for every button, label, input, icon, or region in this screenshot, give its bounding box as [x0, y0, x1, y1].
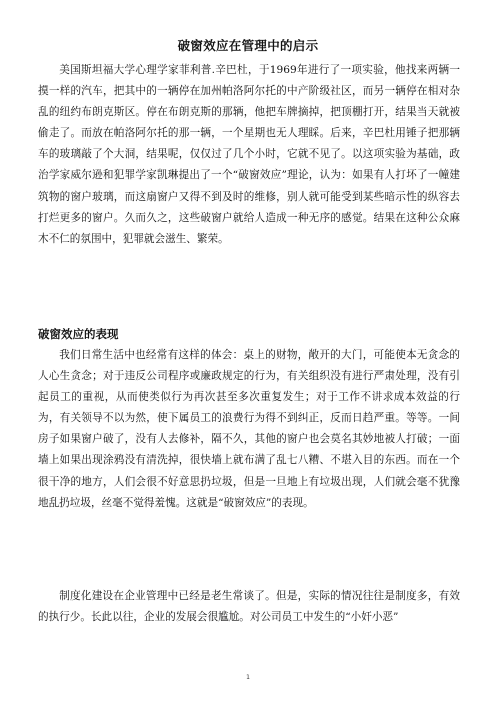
section-heading: 破窗效应的表现: [38, 327, 119, 341]
page-number: 1: [246, 674, 250, 681]
document-title: 破窗效应在管理中的启示: [177, 38, 319, 53]
section-paragraph-1: 我们日常生活中也经常有这样的体会：桌上的财物，敞开的大门，可能使本无贪念的人心生贪念；对于违反公司程序或廉政规定的行为，有关组织没有进行严肃处理，没有引起员工的重视，从而使类似行为再次甚至多次重复发生；对于工作不讲求成本效益的行为，有关领导不以为然，使下属员工的浪费行为得不到纠正，反而日趋严重。等等。一间房子如果窗户破了，没有人去修补，隔不久，其他的窗户也会莫名其妙地被人打破；一面墙上如果出现涂鸦没有清洗掉，很快墙上就布满了乱七八糟、不堪入目的东西。而在一个很干净的地方，人们会很不好意思扔垃圾，但是一旦地上有垃圾出现，人们就会毫不犹豫地乱扔垃圾，丝毫不觉得羞愧。这就是“破窗效应”的表现。: [38, 349, 460, 509]
section-paragraph-2: 制度化建设在企业管理中已经是老生常谈了。但是，实际的情况往往是制度多，有效的执行少。长此以往，企业的发展会很尴尬。对公司员工中发生的“小奸小恶”: [38, 590, 460, 624]
intro-paragraph: 美国斯坦福大学心理学家菲利普.辛巴杜，于1969年进行了一项实验，他找来两辆一摸一样的汽车，把其中的一辆停在加州帕洛阿尔托的中产阶级社区，而另一辆停在相对杂乱的纽约布朗克斯区。停在布朗克斯的那辆，他把车牌摘掉，把顶棚打开，结果当天就被偷走了。而放在帕洛阿尔托的那一辆，一个星期也无人理睬。后来，辛巴杜用锤子把那辆车的玻璃敲了个大洞，结果呢，仅仅过了几个小时，它就不见了。以这项实验为基础，政治学家威尔逊和犯罪学家凯琳提出了一个“破窗效应”理论，认为：如果有人打坏了一幢建筑物的窗户玻璃，而这扇窗户又得不到及时的维修，别人就可能受到某些暗示性的纵容去打烂更多的窗户。久而久之，这些破窗户就给人造成一种无序的感觉。结果在这种公众麻木不仁的氛围中，犯罪就会滋生、繁荣。: [38, 64, 460, 245]
